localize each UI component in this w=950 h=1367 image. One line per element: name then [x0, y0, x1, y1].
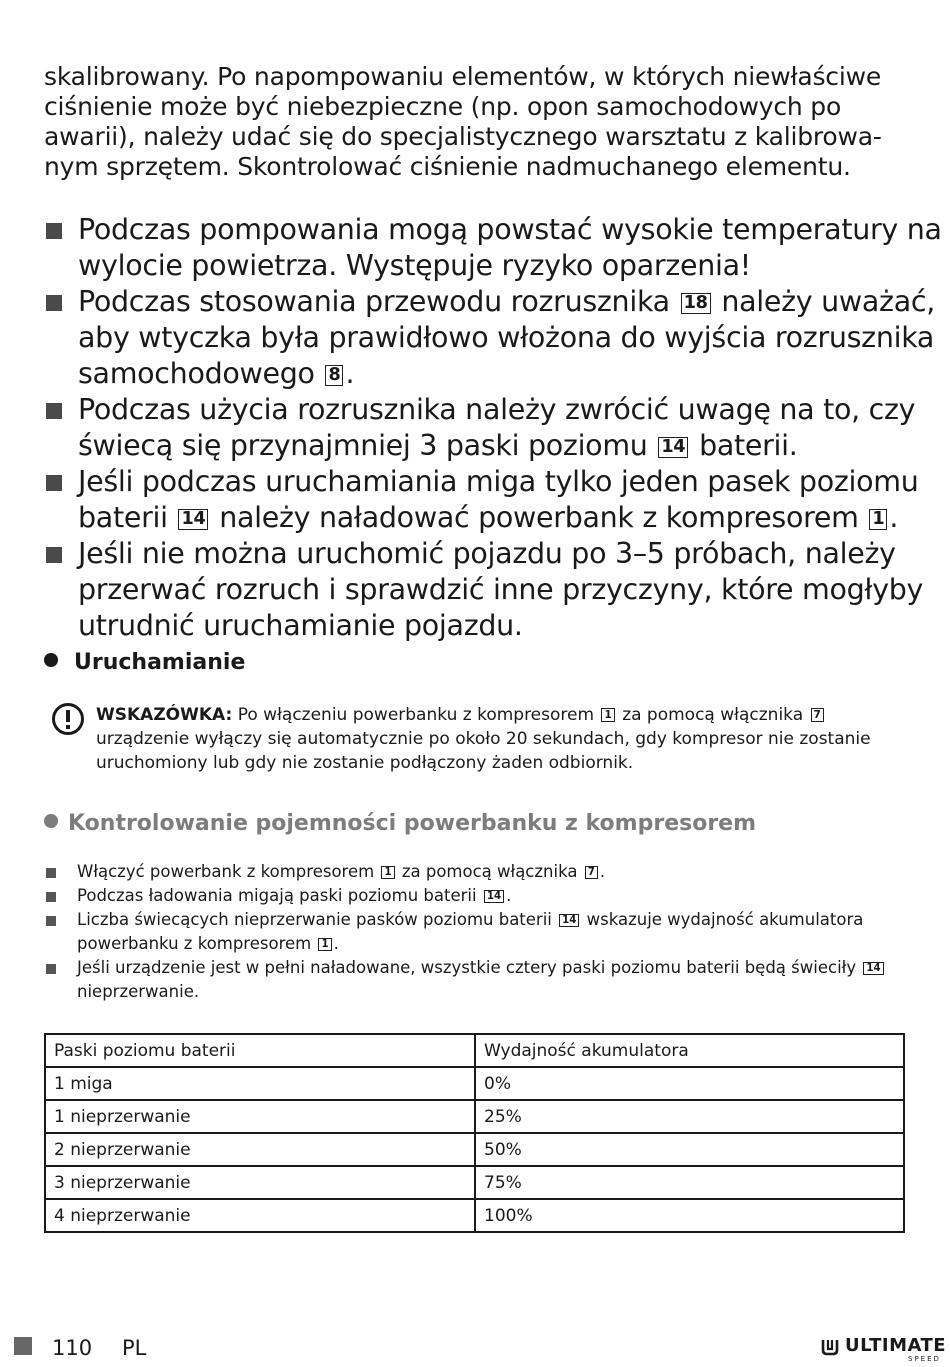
section-heading-uruchamianie	[44, 650, 245, 675]
part-reference: 14	[658, 437, 688, 458]
intro-line: awarii), należy udać się do specjalistycznego warsztatu z kalibrowa-	[44, 122, 882, 151]
part-reference: 14	[178, 509, 208, 530]
safety-bullet-list	[44, 212, 942, 644]
text: należy naładować powerbank z kompresorem	[219, 501, 859, 534]
text: .	[333, 934, 339, 953]
table-cell: 100%	[475, 1199, 904, 1232]
part-reference: 1	[318, 938, 331, 951]
text: należy uważać,	[721, 285, 935, 318]
part-reference: 14	[863, 962, 883, 975]
battery-level-table	[44, 1033, 905, 1233]
bullet-line	[78, 428, 924, 464]
bullet-line: Jeśli podczas uruchamiania miga tylko jeden pasek poziomu	[78, 465, 919, 498]
text: Włączyć powerbank z kompresorem	[77, 862, 375, 881]
bullet-item	[44, 392, 924, 464]
table-header: Paski poziomu baterii	[45, 1034, 475, 1067]
list-item	[44, 956, 924, 1004]
brand-subtitle: SPEED	[908, 1355, 941, 1363]
text: Podczas stosowania przewodu rozrusznika	[78, 285, 670, 318]
bullet-line: Jeśli nie można uruchomić pojazdu po 3–5 próbach, należy	[78, 537, 896, 570]
square-bullet-icon	[46, 223, 62, 239]
table-cell: 25%	[475, 1100, 904, 1133]
table-row	[45, 1100, 904, 1133]
part-reference: 8	[325, 365, 343, 386]
text: powerbanku z kompresorem	[77, 934, 312, 953]
bullet-line: Podczas użycia rozrusznika należy zwrócić uwagę na to, czy	[78, 393, 916, 426]
footer-square-icon	[14, 1337, 32, 1355]
note-line: urządzenie wyłączy się automatycznie po około 20 sekundach, gdy kompresor nie zostanie	[96, 729, 871, 749]
text: samochodowego	[78, 357, 315, 390]
table-row	[45, 1133, 904, 1166]
part-reference: 1	[381, 866, 394, 879]
table-cell: 0%	[475, 1067, 904, 1100]
bullet-item	[44, 464, 924, 536]
intro-line: skalibrowany. Po napompowaniu elementów, w których niewłaściwe	[44, 62, 882, 91]
square-bullet-icon	[46, 868, 56, 878]
section-title: Uruchamianie	[74, 650, 246, 675]
round-bullet-icon	[44, 814, 58, 828]
bullet-line	[78, 356, 924, 392]
exclamation-circle-icon	[52, 703, 84, 735]
table-header: Wydajność akumulatora	[475, 1034, 904, 1067]
note-text	[96, 703, 896, 775]
language-code: PL	[122, 1336, 147, 1360]
bullet-line: utrudnić uruchamianie pojazdu.	[78, 609, 523, 642]
list-item	[44, 884, 924, 908]
table-row	[45, 1067, 904, 1100]
text: Podczas ładowania migają paski poziomu baterii	[77, 886, 477, 905]
bullet-item	[44, 536, 924, 644]
intro-line: ciśnienie może być niebezpieczne (np. opon samochodowych po	[44, 92, 842, 121]
square-bullet-icon	[46, 547, 62, 563]
round-bullet-icon	[44, 653, 58, 667]
table-cell: 50%	[475, 1133, 904, 1166]
square-bullet-icon	[46, 916, 56, 926]
square-bullet-icon	[46, 403, 62, 419]
text: Jeśli urządzenie jest w pełni naładowane, wszystkie cztery paski poziomu baterii będą świeciły	[77, 958, 857, 977]
square-bullet-icon	[46, 964, 56, 974]
bullet-item	[44, 284, 935, 392]
square-bullet-icon	[46, 475, 62, 491]
bullet-line	[78, 284, 935, 320]
table-cell: 2 nieprzerwanie	[45, 1133, 475, 1166]
part-reference: 14	[484, 890, 504, 903]
page-number: 110	[52, 1336, 93, 1360]
text: .	[599, 862, 606, 881]
bullet-line	[78, 500, 924, 536]
bullet-line: wylocie powietrza. Występuje ryzyko oparzenia!	[78, 249, 751, 282]
ultimate-speed-logo-icon	[820, 1337, 840, 1357]
bullet-item	[44, 212, 942, 284]
part-reference: 1	[869, 509, 887, 530]
brand-logo	[820, 1333, 947, 1363]
square-bullet-icon	[46, 892, 56, 902]
list-line	[77, 884, 924, 908]
part-reference: 14	[559, 914, 579, 927]
text: .	[345, 357, 355, 390]
list-line	[77, 932, 924, 956]
text: .	[889, 501, 899, 534]
bullet-line: przerwać rozruch i sprawdzić inne przyczyny, które mogłyby	[78, 573, 924, 606]
list-line: nieprzerwanie.	[77, 982, 200, 1001]
text: Liczba świecących nieprzerwanie pasków poziomu baterii	[77, 910, 552, 929]
table-cell: 4 nieprzerwanie	[45, 1199, 475, 1232]
bullet-line: Podczas pompowania mogą powstać wysokie temperatury na	[78, 213, 942, 246]
note-label: WSKAZÓWKA:	[96, 705, 233, 725]
brand-name: ULTIMATE	[845, 1335, 947, 1356]
list-item	[44, 860, 924, 884]
part-reference: 7	[811, 708, 824, 722]
text: baterii.	[699, 429, 798, 462]
capacity-bullet-list	[44, 860, 924, 1004]
table-cell: 3 nieprzerwanie	[45, 1166, 475, 1199]
table-header-row	[45, 1034, 904, 1067]
section-heading-capacity	[44, 811, 756, 836]
table-cell: 1 miga	[45, 1067, 475, 1100]
table-row	[45, 1199, 904, 1232]
square-bullet-icon	[46, 295, 62, 311]
section-title: Kontrolowanie pojemności powerbanku z kompresorem	[68, 811, 757, 836]
note-line	[96, 703, 896, 727]
text: Po włączeniu powerbanku z kompresorem	[237, 705, 595, 725]
text: wskazuje wydajność akumulatora	[586, 910, 864, 929]
table-cell: 75%	[475, 1166, 904, 1199]
intro-line: nym sprzętem. Skontrolować ciśnienie nadmuchanego elementu.	[44, 152, 851, 181]
text: .	[506, 886, 512, 905]
table-cell: 1 nieprzerwanie	[45, 1100, 475, 1133]
table-row	[45, 1166, 904, 1199]
bullet-line: aby wtyczka była prawidłowo włożona do wyjścia rozrusznika	[78, 321, 935, 354]
list-item	[44, 908, 924, 956]
list-line	[77, 956, 924, 980]
intro-paragraph	[44, 62, 914, 182]
text: za pomocą włącznika	[622, 705, 804, 725]
list-line	[77, 908, 924, 932]
text: baterii	[78, 501, 168, 534]
part-reference: 7	[585, 866, 598, 879]
part-reference: 1	[601, 708, 614, 722]
note-line: uruchomiony lub gdy nie zostanie podłączony żaden odbiornik.	[96, 753, 634, 773]
part-reference: 18	[681, 293, 711, 314]
list-line	[77, 860, 924, 884]
text: świecą się przynajmniej 3 paski poziomu	[78, 429, 648, 462]
text: za pomocą włącznika	[401, 862, 578, 881]
